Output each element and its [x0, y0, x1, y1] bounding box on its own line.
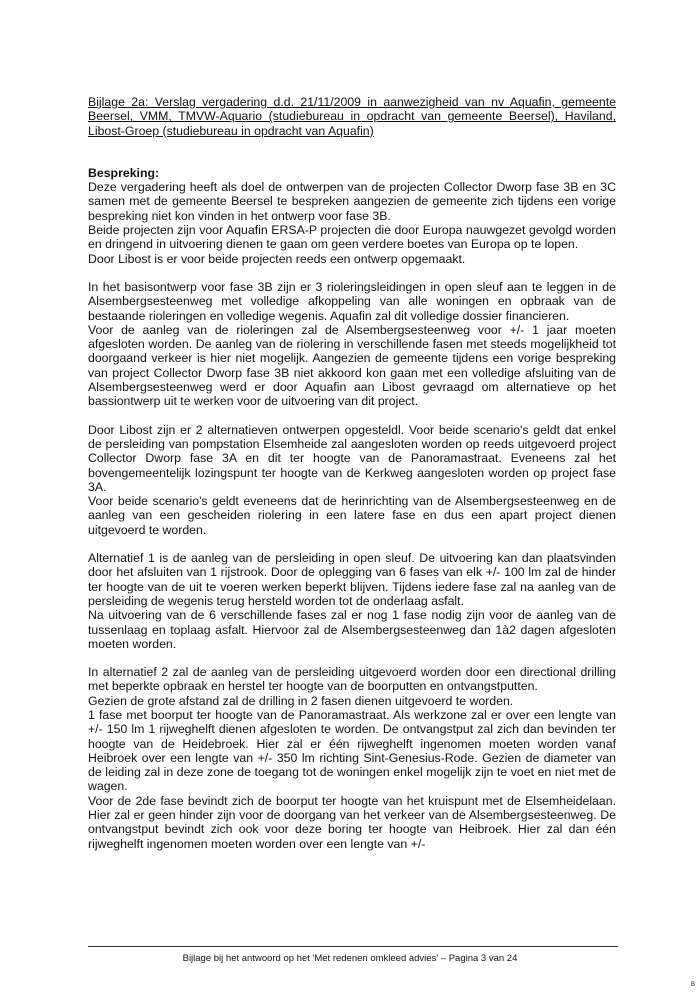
paragraph: 1 fase met boorput ter hoogte van de Panoramastraat. Als werkzone zal er over een lengte van +/- 150 lm 1 rijweghelft dienen afgesloten te worden. De ontvangstput zal zich dan bevinden ter hoogte van de Heidebroek. Hier zal er één rijweghelft ingenomen moeten worden vanaf Heibroek over een lengte van +/- 350 lm richting Sint-Genesius-Rode. Gezien de diameter van de leiding zal in deze zone de toegang tot de woningen enkel mogelijk zijn te voet en niet met de wagen.	[88, 707, 616, 794]
paragraph: Na uitvoering van de 6 verschillende fases zal er nog 1 fase nodig zijn voor de aanleg van de tussenlaag en toplaag asfalt. Hiervoor zal de Alsembergsesteenweg dan 1à2 dagen afgesloten moeten worden.	[88, 608, 616, 651]
paragraph: Voor de aanleg van de rioleringen zal de Alsembergsesteenweg voor +/- 1 jaar moeten afgesloten worden. De aanleg van de riolering in verschillende fasen met steeds mogelijkheid tot doorgaand verkeer is hier niet mogelijk. Aangezien de gemeente tijdens een vorige bespreking van project Collector Dworp fase 3B niet akkoord kon gaan met een volledige afsluiting van de Alsembergsesteenweg werd er door Aquafin aan Libost gevraagd om alternatieve op het bassiontwerp uit te werken voor de uitvoering van dit project.	[88, 322, 616, 409]
document-title: Bijlage 2a: Verslag vergadering d.d. 21/11/2009 in aanwezigheid van nv Aquafin, gemeente Beersel, VMM, TMVW-Aquario (studiebureau in opdracht van gemeente Beersel), Haviland, Libost-Groep (studiebureau in opdracht van Aquafin)	[88, 95, 616, 138]
paragraph: In alternatief 2 zal de aanleg van de persleiding uitgevoerd worden door een directional drilling met beperkte opbraak en herstel ter hoogte van de boorputten en ontvangstputten.	[88, 665, 616, 694]
paragraph: Alternatief 1 is de aanleg van de persleiding in open sleuf. De uitvoering kan dan plaatsvinden door het afsluiten van 1 rijstrook. Door de oplegging van 6 fases van elk +/- 100 lm zal de hinder ter hoogte van de uit te voeren werken beperkt blijven. Tijdens iedere fase zal na aanleg van de persleiding de wegenis terug hersteld worden tot de onderlaag asfalt.	[88, 551, 616, 608]
paragraph: Gezien de grote afstand zal de drilling in 2 fasen dienen uitgevoerd te worden.	[88, 693, 514, 708]
document-body	[88, 95, 616, 851]
paragraph: Deze vergadering heeft als doel de ontwerpen van de projecten Collector Dworp fase 3B en 3C samen met de gemeente Beersel te bespreken aangezien de gemeente zich tijdens een vorige bespreking niet kon vinden in het ontwerp voor fase 3B.	[88, 180, 616, 223]
paragraph: In het basisontwerp voor fase 3B zijn er 3 rioleringsleidingen in open sleuf aan te leggen in de Alsembergsesteenweg met volledige afkoppeling van alle woningen en opbraak van de bestaande rioleringen en volledige wegenis. Aquafin zal dit volledige dossier financieren.	[88, 279, 616, 323]
paragraph: Voor de 2de fase bevindt zich de boorput ter hoogte van het kruispunt met de Elsemheidelaan. Hier zal er geen hinder zijn voor de doorgang van het verkeer van de Alsembergsesteenweg. De ontvangstput bevindt zich ook voor deze boring ter hoogte van Heibroek. Hier zal dan één rijweghelft ingenomen moeten worden over een lengte van +/-	[88, 793, 616, 851]
corner-mark: B	[690, 982, 695, 988]
page-footer: Bijlage bij het antwoord op het 'Met redenen omkleed advies' – Pagina 3 van 24	[182, 953, 518, 964]
paragraph: Door Libost zijn er 2 alternatieven ontwerpen opgesteldl. Voor beide scenario's geldt dat enkel de persleiding van pompstation Elsemheide zal aangesloten worden op reeds uitgevoerd project Collector Dworp fase 3A en dit ter hoogte van de Panoramastraat. Eveneens zal het bovengemeentelijk lozingspunt ter hoogte van de Kerkweg aangesloten worden op project fase 3A.	[88, 422, 616, 494]
paragraph: Beide projecten zijn voor Aquafin ERSA-P projecten die door Europa nauwgezet gevolgd worden en dringend in uitvoering dienen te gaan om geen verdere boetes van Europa op te lopen.	[88, 223, 616, 252]
footer-divider	[88, 946, 618, 947]
section-heading: Bespreking:	[88, 165, 160, 180]
paragraph: Door Libost is er voor beide projecten reeds een ontwerp opgemaakt.	[88, 251, 466, 266]
paragraph: Voor beide scenario's geldt eveneens dat de herinrichting van de Alsembergsesteenweg en de aanleg van een gescheiden riolering in een latere fase en dus een apart project dienen uitgevoerd te worden.	[88, 494, 616, 537]
